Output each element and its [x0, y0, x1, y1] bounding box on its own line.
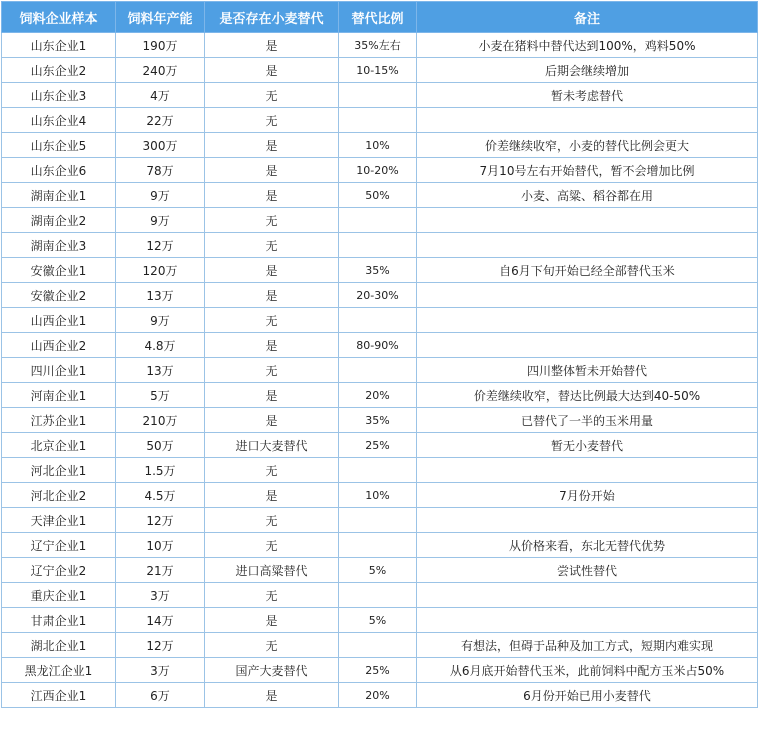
cell-sample: 四川企业1: [2, 358, 116, 383]
table-row: [2, 58, 758, 83]
table-row: [2, 33, 758, 58]
cell-ratio: 50%: [339, 183, 417, 208]
cell-capacity: 210万: [116, 408, 205, 433]
cell-ratio: 10-20%: [339, 158, 417, 183]
cell-substitution: 是: [205, 183, 339, 208]
cell-substitution: 进口大麦替代: [205, 433, 339, 458]
table-header: [2, 2, 758, 33]
cell-capacity: 9万: [116, 208, 205, 233]
cell-notes: [417, 108, 758, 133]
cell-capacity: 240万: [116, 58, 205, 83]
cell-notes: 7月10号左右开始替代，暂不会增加比例: [417, 158, 758, 183]
header-sample: 饲料企业样本: [2, 2, 116, 33]
cell-notes: [417, 233, 758, 258]
header-substitution: 是否存在小麦替代: [205, 2, 339, 33]
table-row: [2, 608, 758, 633]
cell-sample: 北京企业1: [2, 433, 116, 458]
cell-capacity: 10万: [116, 533, 205, 558]
cell-notes: [417, 583, 758, 608]
cell-ratio: 20%: [339, 683, 417, 708]
cell-substitution: 是: [205, 158, 339, 183]
cell-sample: 湖南企业1: [2, 183, 116, 208]
table-row: [2, 83, 758, 108]
cell-substitution: 无: [205, 208, 339, 233]
cell-notes: 从价格来看，东北无替代优势: [417, 533, 758, 558]
cell-notes: 暂无小麦替代: [417, 433, 758, 458]
cell-sample: 辽宁企业1: [2, 533, 116, 558]
cell-substitution: 是: [205, 283, 339, 308]
cell-sample: 江苏企业1: [2, 408, 116, 433]
cell-substitution: 国产大麦替代: [205, 658, 339, 683]
cell-substitution: 无: [205, 108, 339, 133]
cell-notes: [417, 283, 758, 308]
cell-ratio: 10%: [339, 133, 417, 158]
cell-notes: [417, 508, 758, 533]
cell-capacity: 4.5万: [116, 483, 205, 508]
table-row: [2, 408, 758, 433]
cell-notes: 自6月下旬开始已经全部替代玉米: [417, 258, 758, 283]
header-capacity: 饲料年产能: [116, 2, 205, 33]
cell-ratio: [339, 533, 417, 558]
table-row: [2, 583, 758, 608]
cell-substitution: 是: [205, 33, 339, 58]
cell-substitution: 无: [205, 533, 339, 558]
cell-notes: 四川整体暂未开始替代: [417, 358, 758, 383]
cell-ratio: 10%: [339, 483, 417, 508]
cell-ratio: 35%左右: [339, 33, 417, 58]
table-row: [2, 358, 758, 383]
cell-sample: 山东企业3: [2, 83, 116, 108]
cell-sample: 湖南企业3: [2, 233, 116, 258]
cell-sample: 山东企业5: [2, 133, 116, 158]
cell-substitution: 是: [205, 58, 339, 83]
cell-notes: 从6月底开始替代玉米，此前饲料中配方玉米占50%: [417, 658, 758, 683]
cell-substitution: 是: [205, 258, 339, 283]
cell-ratio: 20%: [339, 383, 417, 408]
cell-ratio: 10-15%: [339, 58, 417, 83]
cell-substitution: 是: [205, 483, 339, 508]
cell-capacity: 1.5万: [116, 458, 205, 483]
cell-ratio: [339, 508, 417, 533]
cell-capacity: 21万: [116, 558, 205, 583]
table-row: [2, 333, 758, 358]
cell-substitution: 是: [205, 383, 339, 408]
table-row: [2, 183, 758, 208]
cell-sample: 辽宁企业2: [2, 558, 116, 583]
cell-capacity: 13万: [116, 283, 205, 308]
table-row: [2, 533, 758, 558]
cell-capacity: 4.8万: [116, 333, 205, 358]
cell-substitution: 无: [205, 583, 339, 608]
cell-capacity: 78万: [116, 158, 205, 183]
cell-ratio: 25%: [339, 433, 417, 458]
table-row: [2, 558, 758, 583]
cell-ratio: 80-90%: [339, 333, 417, 358]
cell-notes: [417, 208, 758, 233]
cell-notes: 价差继续收窄，小麦的替代比例会更大: [417, 133, 758, 158]
cell-sample: 湖北企业1: [2, 633, 116, 658]
cell-capacity: 120万: [116, 258, 205, 283]
cell-sample: 山东企业6: [2, 158, 116, 183]
table-row: [2, 133, 758, 158]
cell-substitution: 无: [205, 358, 339, 383]
cell-notes: 小麦在猪料中替代达到100%，鸡料50%: [417, 33, 758, 58]
cell-sample: 重庆企业1: [2, 583, 116, 608]
table-row: [2, 233, 758, 258]
cell-sample: 河北企业2: [2, 483, 116, 508]
table-row: [2, 433, 758, 458]
cell-ratio: [339, 458, 417, 483]
cell-capacity: 13万: [116, 358, 205, 383]
cell-capacity: 12万: [116, 508, 205, 533]
feed-enterprise-table: [1, 1, 758, 708]
cell-substitution: 是: [205, 133, 339, 158]
cell-ratio: 35%: [339, 258, 417, 283]
cell-ratio: [339, 583, 417, 608]
cell-capacity: 50万: [116, 433, 205, 458]
cell-sample: 山东企业2: [2, 58, 116, 83]
cell-notes: 尝试性替代: [417, 558, 758, 583]
cell-substitution: 无: [205, 308, 339, 333]
cell-ratio: [339, 308, 417, 333]
table-row: [2, 158, 758, 183]
cell-notes: 已替代了一半的玉米用量: [417, 408, 758, 433]
cell-capacity: 190万: [116, 33, 205, 58]
cell-sample: 山西企业1: [2, 308, 116, 333]
cell-capacity: 12万: [116, 633, 205, 658]
table-body: [2, 33, 758, 708]
cell-capacity: 3万: [116, 583, 205, 608]
table-row: [2, 208, 758, 233]
cell-substitution: 无: [205, 458, 339, 483]
cell-sample: 河南企业1: [2, 383, 116, 408]
cell-ratio: [339, 83, 417, 108]
table-row: [2, 258, 758, 283]
cell-notes: 后期会继续增加: [417, 58, 758, 83]
cell-sample: 黑龙江企业1: [2, 658, 116, 683]
cell-capacity: 14万: [116, 608, 205, 633]
table-row: [2, 658, 758, 683]
table-row: [2, 458, 758, 483]
cell-capacity: 9万: [116, 308, 205, 333]
cell-notes: 小麦、高粱、稻谷都在用: [417, 183, 758, 208]
table-row: [2, 483, 758, 508]
table-row: [2, 383, 758, 408]
cell-capacity: 22万: [116, 108, 205, 133]
cell-ratio: 25%: [339, 658, 417, 683]
table-row: [2, 508, 758, 533]
cell-notes: [417, 458, 758, 483]
cell-substitution: 是: [205, 333, 339, 358]
cell-sample: 山东企业1: [2, 33, 116, 58]
cell-notes: [417, 333, 758, 358]
header-row: [2, 2, 758, 33]
cell-substitution: 无: [205, 633, 339, 658]
cell-sample: 河北企业1: [2, 458, 116, 483]
cell-substitution: 进口高粱替代: [205, 558, 339, 583]
cell-ratio: 35%: [339, 408, 417, 433]
cell-ratio: 5%: [339, 608, 417, 633]
header-notes: 备注: [417, 2, 758, 33]
cell-sample: 天津企业1: [2, 508, 116, 533]
table-row: [2, 683, 758, 708]
cell-ratio: [339, 233, 417, 258]
cell-sample: 山东企业4: [2, 108, 116, 133]
cell-capacity: 4万: [116, 83, 205, 108]
cell-notes: 价差继续收窄，替达比例最大达到40-50%: [417, 383, 758, 408]
header-ratio: 替代比例: [339, 2, 417, 33]
cell-sample: 江西企业1: [2, 683, 116, 708]
cell-substitution: 无: [205, 508, 339, 533]
cell-sample: 湖南企业2: [2, 208, 116, 233]
cell-capacity: 300万: [116, 133, 205, 158]
table-row: [2, 308, 758, 333]
cell-substitution: 无: [205, 233, 339, 258]
cell-sample: 山西企业2: [2, 333, 116, 358]
cell-substitution: 是: [205, 683, 339, 708]
cell-ratio: [339, 108, 417, 133]
cell-notes: [417, 308, 758, 333]
cell-ratio: 5%: [339, 558, 417, 583]
cell-notes: 6月份开始已用小麦替代: [417, 683, 758, 708]
cell-sample: 安徽企业2: [2, 283, 116, 308]
table-row: [2, 283, 758, 308]
cell-notes: [417, 608, 758, 633]
table-row: [2, 108, 758, 133]
cell-ratio: [339, 208, 417, 233]
cell-capacity: 5万: [116, 383, 205, 408]
cell-substitution: 是: [205, 408, 339, 433]
cell-notes: 7月份开始: [417, 483, 758, 508]
cell-capacity: 6万: [116, 683, 205, 708]
cell-notes: 有想法，但碍于品种及加工方式，短期内难实现: [417, 633, 758, 658]
cell-substitution: 无: [205, 83, 339, 108]
cell-capacity: 3万: [116, 658, 205, 683]
cell-notes: 暂未考虑替代: [417, 83, 758, 108]
cell-ratio: [339, 633, 417, 658]
cell-sample: 甘肃企业1: [2, 608, 116, 633]
cell-sample: 安徽企业1: [2, 258, 116, 283]
cell-ratio: [339, 358, 417, 383]
cell-ratio: 20-30%: [339, 283, 417, 308]
cell-substitution: 是: [205, 608, 339, 633]
table-row: [2, 633, 758, 658]
cell-capacity: 12万: [116, 233, 205, 258]
cell-capacity: 9万: [116, 183, 205, 208]
